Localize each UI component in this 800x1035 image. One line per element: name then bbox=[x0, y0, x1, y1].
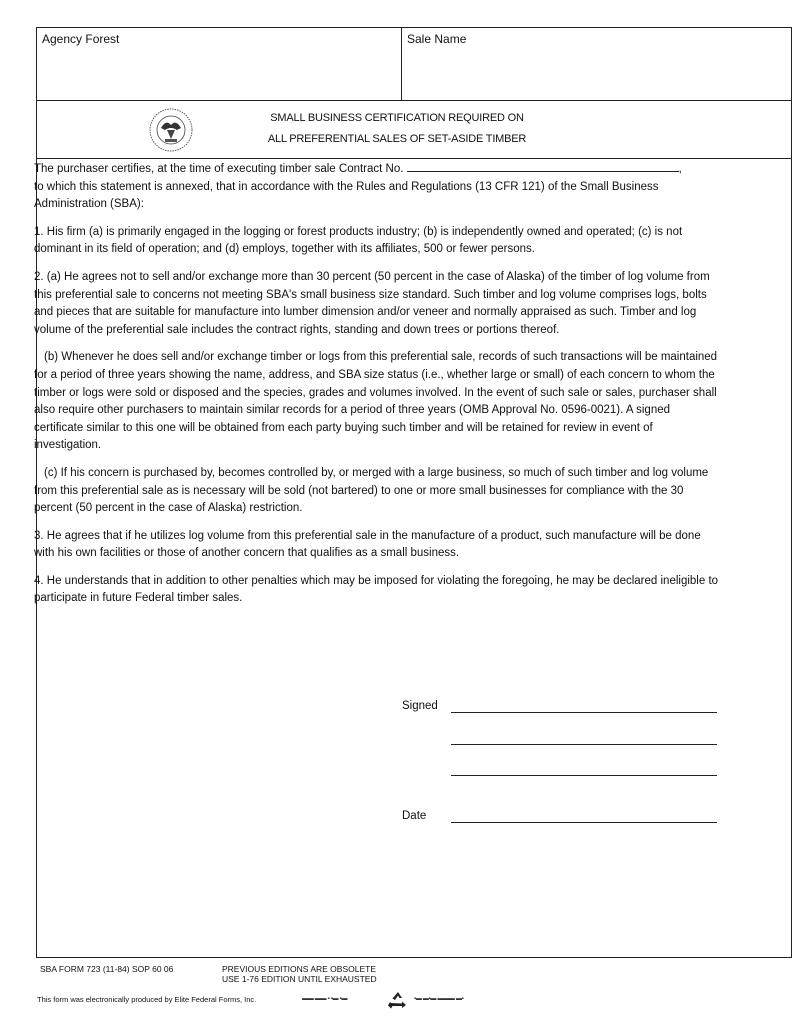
sale-name-field[interactable] bbox=[402, 28, 792, 100]
produced-by-note: This form was electronically produced by Elite Federal Forms, Inc. bbox=[37, 995, 257, 1004]
signature-line[interactable] bbox=[451, 712, 717, 713]
paragraph-2b: (b) Whenever he does sell and/or exchange timber or logs from this preferential sale, records of such transactions will be maintained for a period of three years showing the name, address, and SBA size status (i.e., whether large or small) of each concern to whom the timber or logs were sold or disposed and the species, grades and volumes involved. In the event of such sale or sales, purchaser shall also require other purchasers to maintain similar records for a period of three years (OMB Approval No. 0596-0021). A signed certificate similar to this one will be obtained from each party buying such timber and will be retained for review in event of investigation. bbox=[34, 351, 718, 452]
signed-label: Signed bbox=[402, 700, 438, 712]
intro-text-continued: to which this statement is annexed, that in accordance with the Rules and Regulations (13 CFR 121) of the Small Business Administration (SBA): bbox=[34, 180, 659, 211]
date-label: Date bbox=[402, 810, 427, 822]
intro-comma: , bbox=[678, 163, 682, 175]
paragraph-2a: 2. (a) He agrees not to sell and/or exchange more than 30 percent (50 percent in the case of Alaska) of the timber of log volume from this preferential sale to concerns not meeting SBA's small business size standard. Such timber and log volume comprises logs, bolts and pieces that are suitable for manufacture into lumber dimension and/or veneer and normally appraised as such. Timber and log volume of the preferential sale includes the contract rights, standing and down trees or portions thereof. bbox=[34, 270, 710, 336]
editions-notice bbox=[222, 964, 377, 984]
paragraph-2c: (c) If his concern is purchased by, becomes controlled by, or merged with a large business, so much of such timber and log volume from this preferential sale as is necessary will be sold (not bartered) to one or more small businesses for compliance with the 30 percent (50 percent in the case of Alaska) restriction. bbox=[34, 466, 709, 515]
title-row bbox=[37, 100, 791, 159]
recycled-paper-mark: ▬▬ ▬▬ ▪ ▪▬ ▪▬ bbox=[302, 996, 348, 1002]
intro-text: The purchaser certifies, at the time of executing timber sale Contract No. bbox=[34, 163, 404, 175]
header-row bbox=[37, 28, 791, 101]
editions-line-2: USE 1-76 EDITION UNTIL EXHAUSTED bbox=[222, 974, 377, 984]
intro-paragraph bbox=[34, 160, 722, 214]
contract-number-field[interactable] bbox=[407, 160, 679, 172]
form-identifier: SBA FORM 723 (11-84) SOP 60 06 bbox=[40, 964, 174, 974]
title-line-1: SMALL BUSINESS CERTIFICATION REQUIRED ON bbox=[270, 112, 524, 124]
sba-seal-icon bbox=[143, 106, 199, 154]
signature-line-3[interactable] bbox=[451, 775, 717, 776]
paragraph-3: 3. He agrees that if he utilizes log volume from this preferential sale in the manufacture of a product, such manufacture will be done with his own facilities or those of another concern that qualifies as a small business. bbox=[34, 529, 701, 560]
editions-line-1: PREVIOUS EDITIONS ARE OBSOLETE bbox=[222, 964, 376, 974]
agency-forest-label: Agency Forest bbox=[42, 32, 120, 46]
form-title bbox=[212, 108, 582, 150]
date-field[interactable] bbox=[451, 822, 717, 823]
title-line-2: ALL PREFERENTIAL SALES OF SET-ASIDE TIMBER bbox=[267, 133, 527, 145]
recycled-paper-mark-2: ▪▬ ▬▪▬ ▬▬▬ ▬▪ bbox=[414, 996, 464, 1002]
sale-name-label: Sale Name bbox=[407, 32, 467, 46]
recycle-icon bbox=[386, 990, 410, 1010]
signature-line-2[interactable] bbox=[451, 744, 717, 745]
paragraph-1: 1. His firm (a) is primarily engaged in the logging or forest products industry; (b) is independently owned and operated; (c) is not dominant in its field of operation; and (d) employs, together with its affiliates, 500 or fewer persons. bbox=[34, 225, 683, 256]
agency-forest-field[interactable] bbox=[37, 28, 402, 100]
paragraph-4: 4. He understands that in addition to other penalties which may be imposed for violating the foregoing, he may be declared ineligible to participate in future Federal timber sales. bbox=[34, 574, 719, 605]
certification-body bbox=[34, 160, 722, 618]
